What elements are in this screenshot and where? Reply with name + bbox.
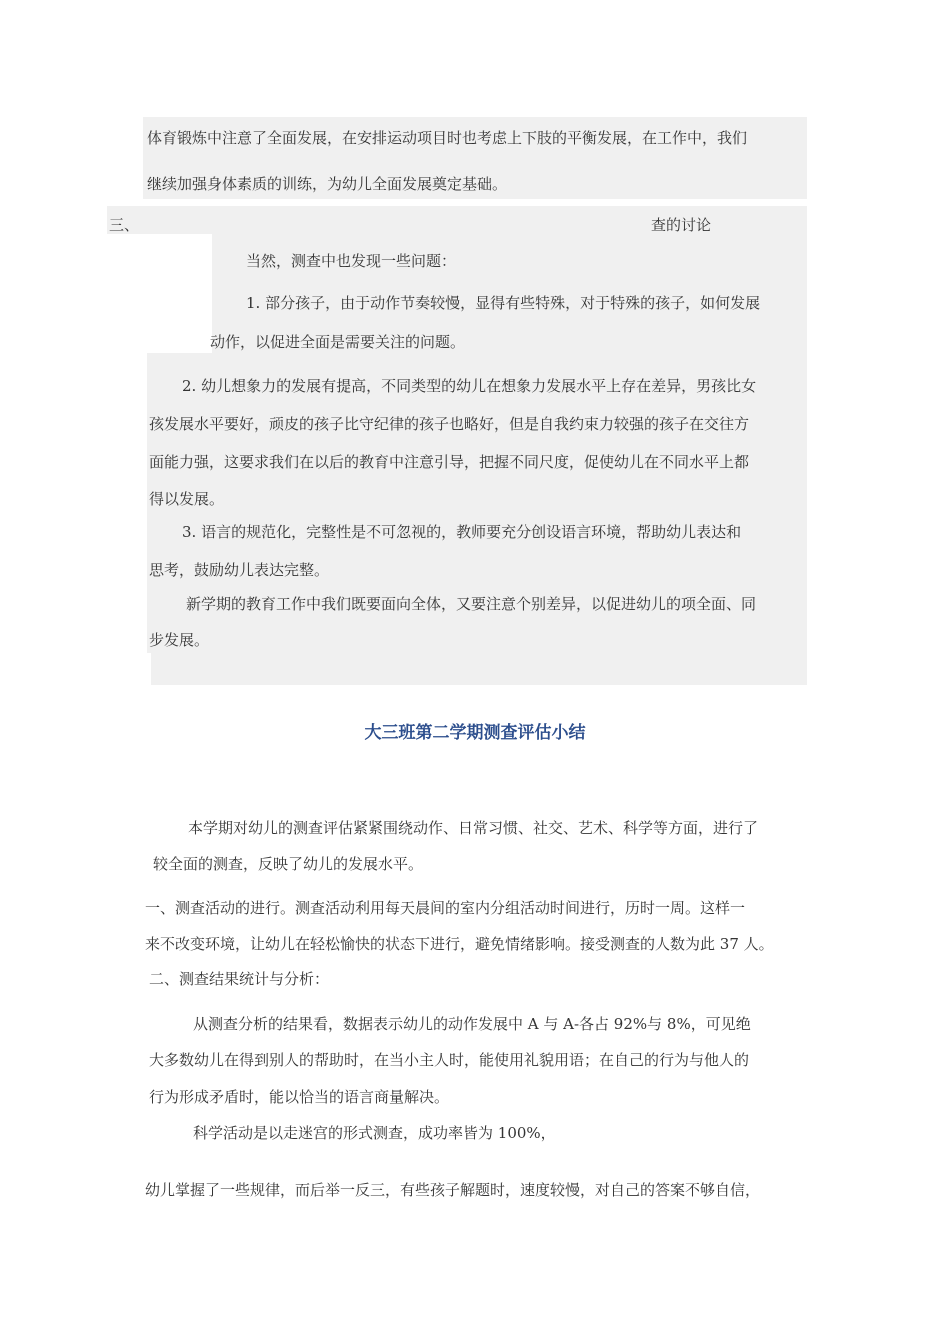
list-item: 3. 语言的规范化，完整性是不可忽视的，教师要充分创设语言环境，帮助幼儿表达和	[182, 523, 742, 541]
paragraph-line: 幼儿掌握了一些规律，而后举一反三，有些孩子解题时，速度较慢，对自己的答案不够自信，	[145, 1181, 761, 1199]
highlight-block-5	[151, 650, 807, 685]
paragraph-line: 继续加强身体素质的训练，为幼儿全面发展奠定基础。	[147, 175, 508, 193]
paragraph-line: 新学期的教育工作中我们既要面向全体，又要注意个别差异，以促进幼儿的项全面、同	[186, 595, 757, 613]
list-item: 孩发展水平要好，顽皮的孩子比守纪律的孩子也略好，但是自我约束力较强的孩子在交往方	[149, 415, 750, 433]
list-item: 得以发展。	[149, 490, 225, 508]
paragraph-line: 本学期对幼儿的测查评估紧紧围绕动作、日常习惯、社交、艺术、科学等方面，进行了	[188, 819, 759, 837]
list-item: 思考，鼓励幼儿表达完整。	[149, 561, 330, 579]
paragraph-line: 一、测查活动的进行。测查活动利用每天晨间的室内分组活动时间进行，历时一周。这样一	[145, 899, 746, 917]
paragraph-line: 行为形成矛盾时，能以恰当的语言商量解决。	[149, 1088, 450, 1106]
list-item: 1. 部分孩子，由于动作节奏较慢，显得有些特殊，对于特殊的孩子，如何发展	[246, 294, 761, 312]
paragraph-line: 大多数幼儿在得到别人的帮助时，在当小主人时，能使用礼貌用语；在自己的行为与他人的	[149, 1051, 750, 1069]
paragraph-line: 科学活动是以走迷宫的形式测查，成功率皆为 100%，	[193, 1124, 556, 1142]
paragraph-line: 来不改变环境，让幼儿在轻松愉快的状态下进行，避免情绪影响。接受测查的人数为此 37 人。	[145, 935, 774, 953]
page-title: 大三班第二学期测查评估小结	[364, 723, 586, 743]
section-number: 三、	[109, 216, 140, 234]
list-item: 面能力强，这要求我们在以后的教育中注意引导，把握不同尺度，促使幼儿在不同水平上都	[149, 453, 750, 471]
section-heading: 二、测查结果统计与分析：	[149, 970, 330, 988]
list-item: 动作，以促进全面是需要关注的问题。	[210, 333, 466, 351]
paragraph-line: 从测查分析的结果看，数据表示幼儿的动作发展中 A 与 A-各占 92%与 8%，可见绝	[193, 1015, 751, 1033]
paragraph-line: 体育锻炼中注意了全面发展，在安排运动项目时也考虑上下肢的平衡发展，在工作中，我们	[147, 129, 748, 147]
paragraph-line: 步发展。	[149, 631, 210, 649]
intro-line: 当然，测查中也发现一些问题：	[246, 252, 457, 270]
list-item: 2. 幼儿想象力的发展有提高，不同类型的幼儿在想象力发展水平上存在差异，男孩比女	[182, 377, 757, 395]
paragraph-line: 较全面的测查，反映了幼儿的发展水平。	[153, 855, 424, 873]
section-heading: 查的讨论	[651, 216, 712, 234]
